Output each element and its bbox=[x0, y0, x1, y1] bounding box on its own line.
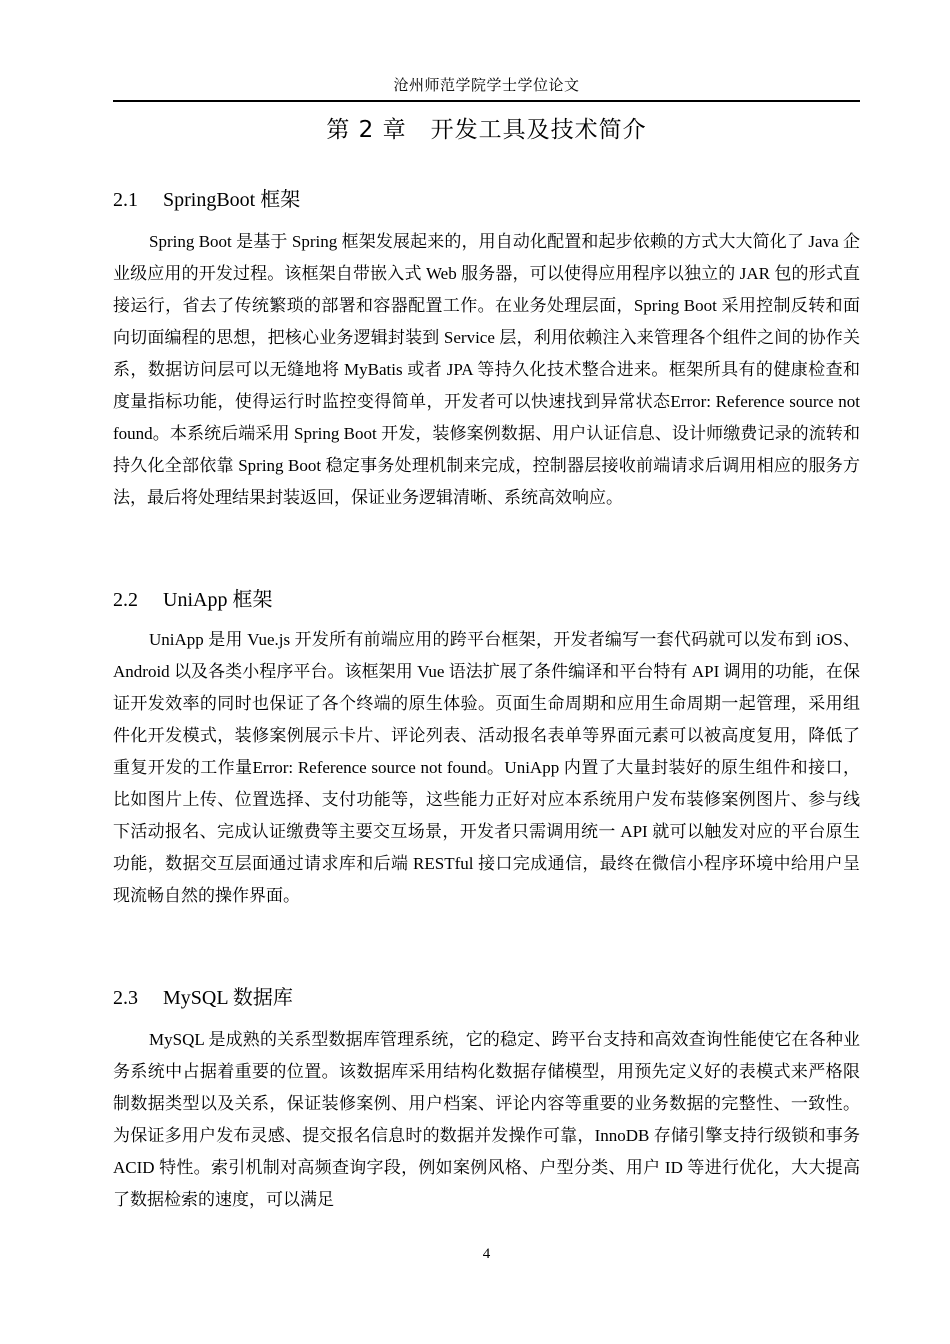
header-rule bbox=[113, 100, 860, 102]
section-number: 2.1 bbox=[113, 189, 138, 211]
chapter-title bbox=[113, 114, 860, 146]
section-title: SpringBoot 框架 bbox=[163, 189, 301, 211]
section-paragraph-2-1: Spring Boot 是基于 Spring 框架发展起来的，用自动化配置和起步依赖的方式大大简化了 Java 企业级应用的开发过程。该框架自带嵌入式 Web 服务器，可以使得应用程序以独立的 JAR 包的形式直接运行，省去了传统繁琐的部署和容器配置工作。在业务处理层面，Spring Boot 采用控制反转和面向切面编程的思想，把核心业务逻辑封装到 Service 层，利用依赖注入来管理各个组件之间的协作关系，数据访问层可以无缝地将 MyBatis 或者 JPA 等持久化技术整合进来。框架所具有的健康检查和度量指标功能，使得运行时监控变得简单，开发者可以快速找到异常状态Error: Reference source not found。本系统后端采用 Spring Boot 开发，装修案例数据、用户认证信息、设计师缴费记录的流转和持久化全部依靠 Spring Boot 稳定事务处理机制来完成，控制器层接收前端请求后调用相应的服务方法，最后将处理结果封装返回，保证业务逻辑清晰、系统高效响应。 bbox=[113, 232, 860, 507]
section-title: MySQL 数据库 bbox=[163, 987, 293, 1009]
section-heading-2-2 bbox=[113, 586, 860, 614]
section-paragraph-2-2: UniApp 是用 Vue.js 开发所有前端应用的跨平台框架，开发者编写一套代码就可以发布到 iOS、Android 以及各类小程序平台。该框架用 Vue 语法扩展了条件编译和平台特有 API 调用的功能，在保证开发效率的同时也保证了各个终端的原生体验。页面生命周期和应用生命周期一起管理，采用组件化开发模式，装修案例展示卡片、评论列表、活动报名表单等界面元素可以被高度复用，降低了重复开发的工作量Error: Reference source not found。UniApp 内置了大量封装好的原生组件和接口，比如图片上传、位置选择、支付功能等，这些能力正好对应本系统用户发布装修案例图片、参与线下活动报名、完成认证缴费等主要交互场景，开发者只需调用统一 API 就可以触发对应的平台原生功能，数据交互层面通过请求库和后端 RESTful 接口完成通信，最终在微信小程序环境中给用户呈现流畅自然的操作界面。 bbox=[113, 630, 860, 905]
section-heading-2-1 bbox=[113, 186, 860, 214]
section-paragraph-2-3: MySQL 是成熟的关系型数据库管理系统，它的稳定、跨平台支持和高效查询性能使它在各种业务系统中占据着重要的位置。该数据库采用结构化数据存储模型，用预先定义好的表模式来严格限制数据类型以及关系，保证装修案例、用户档案、评论内容等重要的业务数据的完整性、一致性。为保证多用户发布灵感、提交报名信息时的数据并发操作可靠，InnoDB 存储引擎支持行级锁和事务 ACID 特性。索引机制对高频查询字段，例如案例风格、户型分类、用户 ID 等进行优化，大大提高了数据检索的速度，可以满足 bbox=[113, 1030, 860, 1209]
section-number: 2.3 bbox=[113, 987, 138, 1009]
section-title: UniApp 框架 bbox=[163, 589, 273, 611]
section-number: 2.2 bbox=[113, 589, 138, 611]
section-heading-2-3 bbox=[113, 984, 860, 1012]
chapter-label: 第 2 章 bbox=[326, 117, 407, 143]
running-header: 沧州师范学院学士学位论文 bbox=[393, 78, 580, 94]
page-number: 4 bbox=[482, 1246, 491, 1262]
chapter-name: 开发工具及技术简介 bbox=[430, 117, 647, 143]
